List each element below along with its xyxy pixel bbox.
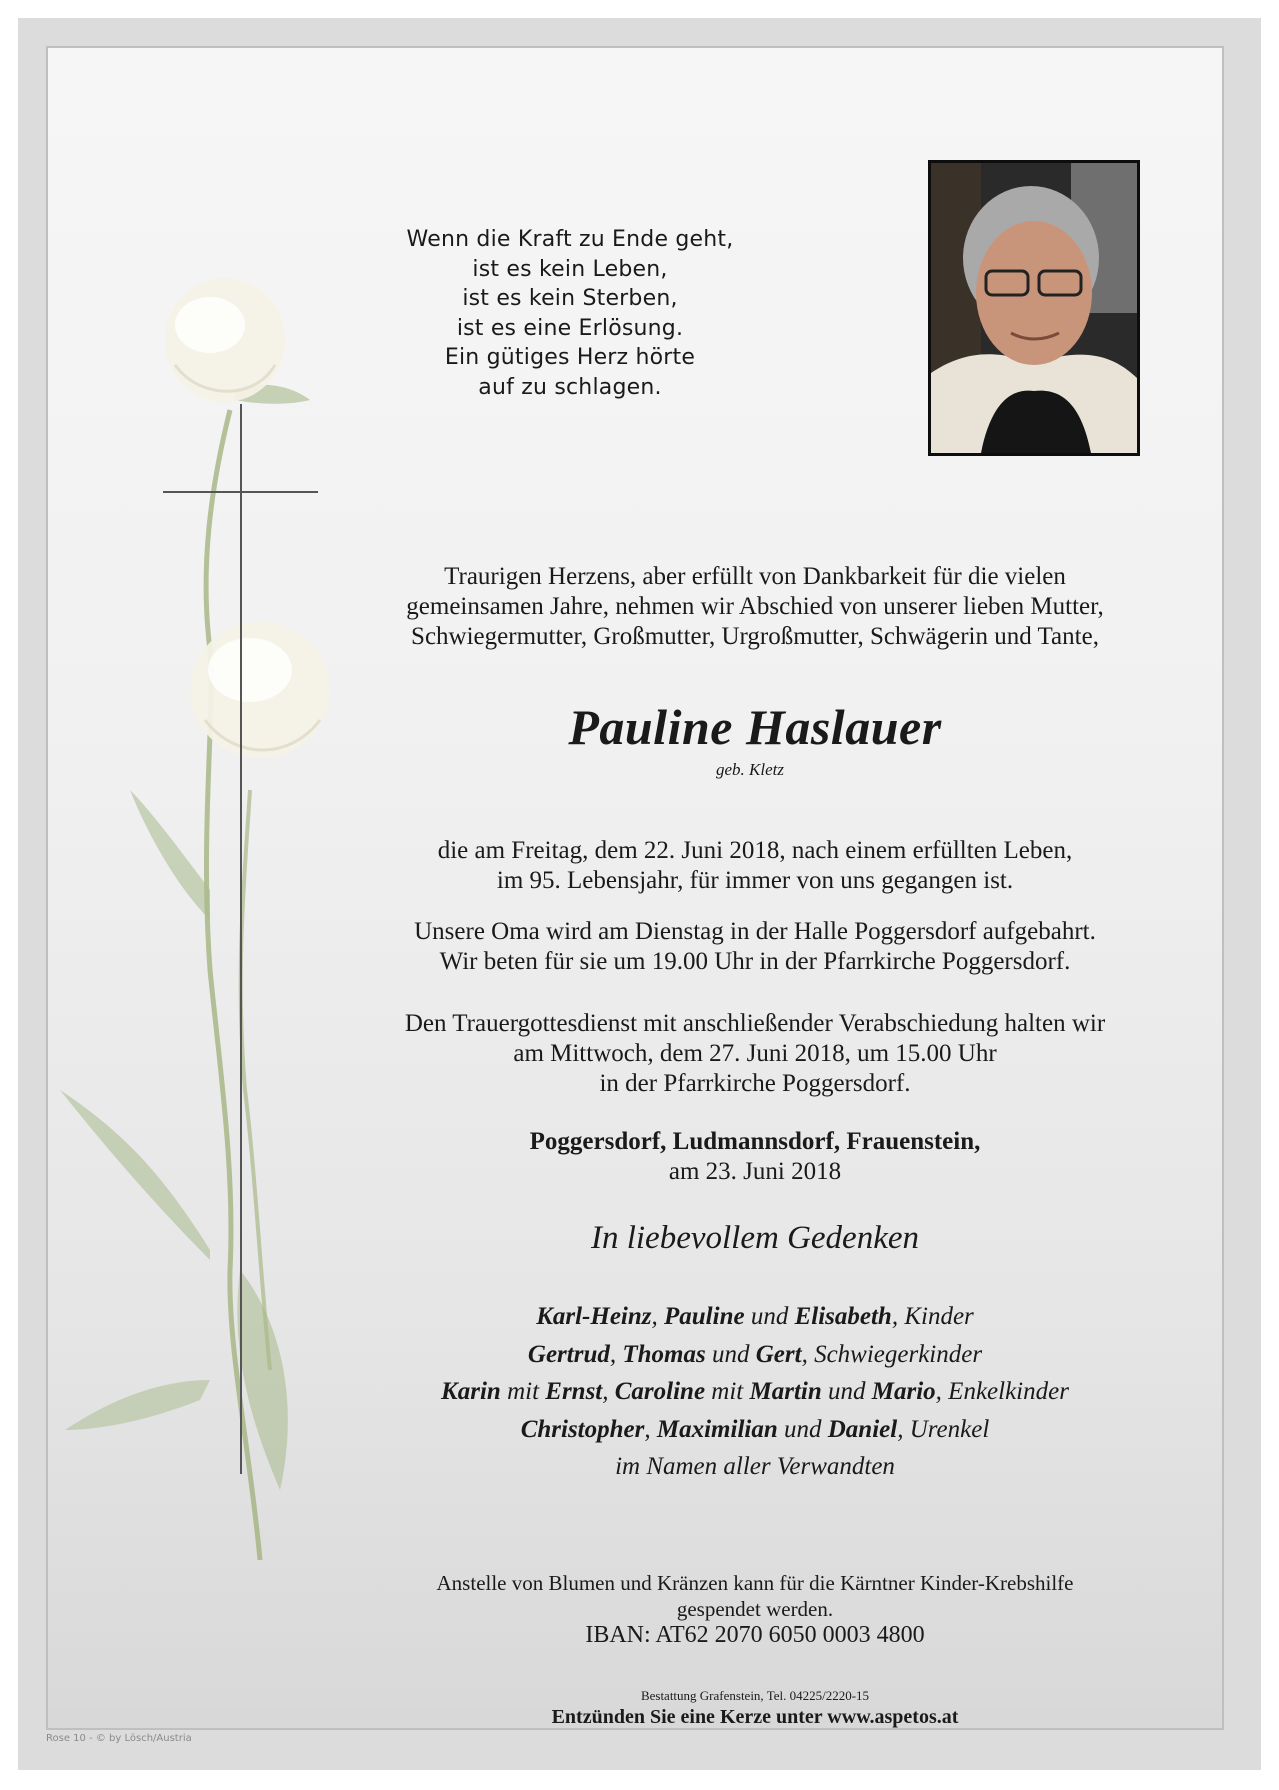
verse-line: Wenn die Kraft zu Ende geht, (406, 227, 734, 252)
mourner-text: , (651, 1303, 664, 1330)
mourner-name: Gertrud (527, 1340, 610, 1368)
intro-text (360, 562, 1150, 652)
mourner-text: und (705, 1340, 756, 1368)
mourner-line (330, 1298, 1180, 1336)
funeral-home: Bestattung Grafenstein, Tel. 04225/2220-15 (640, 1688, 870, 1703)
service-text (360, 1009, 1150, 1099)
verse-line: Ein gütiges Herz hörte (444, 345, 696, 370)
copyright-note: Rose 10 - © by Lösch/Austria (46, 1733, 192, 1744)
service-line: Den Trauergottesdienst mit anschließender Verabschiedung halten wir (404, 1010, 1106, 1037)
memory-heading: In liebevollem Gedenken (590, 1220, 919, 1256)
portrait-photo (928, 160, 1140, 456)
mourner-name: Caroline (614, 1378, 706, 1405)
candle-link-note: Entzünden Sie eine Kerze unter www.aspetos.at (551, 1706, 959, 1728)
verse-line: ist es kein Sterben, (462, 286, 678, 311)
mourner-name: Karl-Heinz (536, 1303, 652, 1330)
verse-line: ist es kein Leben, (472, 256, 668, 282)
mourner-name: Maximilian (656, 1415, 778, 1443)
portrait-image (931, 163, 1137, 453)
verse-line: ist es eine Erlösung. (456, 315, 684, 341)
service-line: am Mittwoch, dem 27. Juni 2018, um 15.00 Uhr (513, 1040, 997, 1067)
passing-text (360, 836, 1150, 896)
mourner-text: mit (500, 1378, 546, 1405)
intro-line: Schwiegermutter, Großmutter, Urgroßmutter, Schwägerin und Tante, (411, 623, 1099, 650)
place-date (360, 1127, 1150, 1187)
deceased-name: Pauline Haslauer (568, 699, 942, 755)
intro-line: gemeinsamen Jahre, nehmen wir Abschied von unserer lieben Mutter, (406, 593, 1104, 620)
mourner-name: Thomas (622, 1340, 706, 1368)
intro-line: Traurigen Herzens, aber erfüllt von Dankbarkeit für die vielen (444, 563, 1066, 590)
iban: IBAN: AT62 2070 6050 0003 4800 (585, 1622, 925, 1648)
birth-name: geb. Kletz (716, 760, 784, 779)
mourner-name: Ernst (545, 1378, 603, 1405)
cross-horizontal-bar (163, 491, 318, 493)
mourner-text: , Urenkel (897, 1415, 990, 1443)
mourner-name: Martin (749, 1378, 822, 1405)
mourner-text: , (644, 1415, 657, 1443)
mourner-name: Daniel (827, 1415, 898, 1443)
donation-note (360, 1570, 1150, 1622)
mourner-text: im Namen aller Verwandten (615, 1453, 895, 1480)
cross-vertical-bar (240, 404, 242, 1474)
mourner-name: Karin (441, 1378, 501, 1405)
mourner-text: , (609, 1340, 623, 1368)
mourner-line (330, 1411, 1180, 1449)
service-line: in der Pfarrkirche Poggersdorf. (599, 1070, 911, 1097)
poem-verse (400, 225, 740, 402)
viewing-line: Unsere Oma wird am Dienstag in der Halle Poggersdorf aufgebahrt. (414, 918, 1096, 945)
viewing-line: Wir beten für sie um 19.00 Uhr in der Pfarrkirche Poggersdorf. (439, 948, 1071, 975)
mourner-line (330, 1373, 1180, 1411)
mourner-line (330, 1448, 1180, 1486)
places-line: Poggersdorf, Ludmannsdorf, Frauenstein, (529, 1128, 981, 1155)
mourner-text: , Enkelkinder (935, 1378, 1069, 1405)
mourner-text: und (821, 1378, 872, 1405)
passing-line: im 95. Lebensjahr, für immer von uns gegangen ist. (496, 867, 1014, 894)
passing-line: die am Freitag, dem 22. Juni 2018, nach einem erfüllten Leben, (437, 837, 1073, 864)
mourner-name: Gert (755, 1340, 802, 1368)
mourner-name: Elisabeth (794, 1303, 892, 1330)
mourner-text: , (602, 1378, 615, 1405)
date-line: am 23. Juni 2018 (668, 1158, 842, 1185)
mourner-name: Christopher (520, 1415, 645, 1443)
mourner-name: Pauline (664, 1303, 745, 1330)
mourner-line (330, 1336, 1180, 1374)
mourner-name: Mario (871, 1378, 936, 1405)
mourner-text: und (744, 1303, 795, 1330)
donation-line: gespendet werden. (676, 1597, 834, 1621)
mourner-text: , Schwiegerkinder (801, 1340, 983, 1368)
viewing-text (360, 917, 1150, 977)
mourner-text: , Kinder (891, 1303, 974, 1330)
mourner-text: mit (705, 1378, 750, 1405)
mourner-text: und (777, 1415, 828, 1443)
verse-line: auf zu schlagen. (478, 374, 662, 400)
mourners-list (330, 1298, 1180, 1486)
donation-line: Anstelle von Blumen und Kränzen kann für die Kärntner Kinder-Krebshilfe (436, 1571, 1074, 1595)
